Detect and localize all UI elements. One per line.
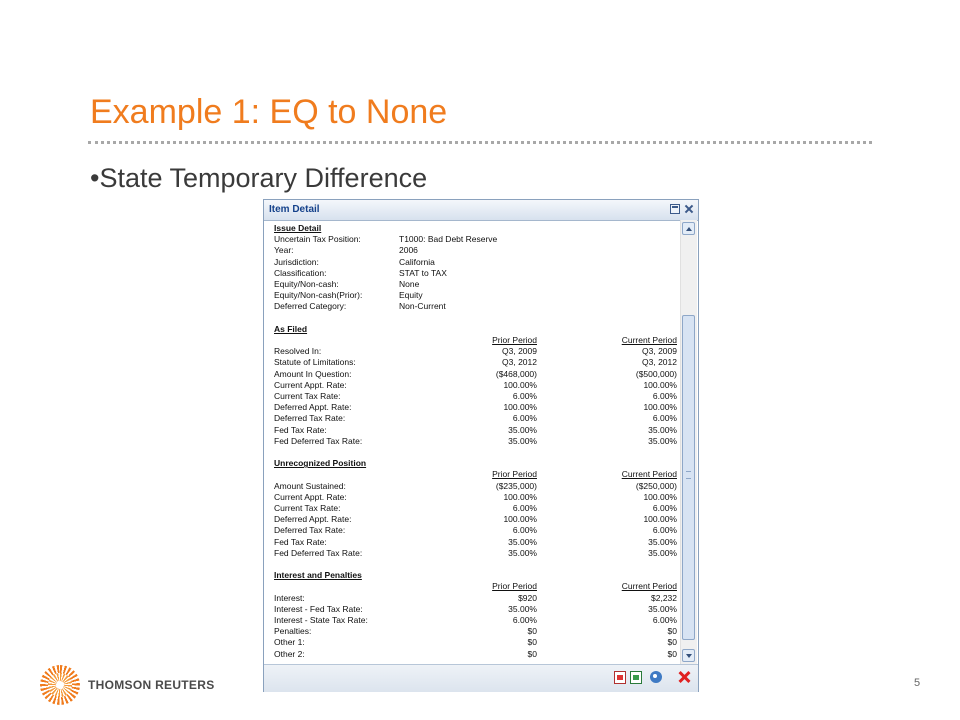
detail-label: Deferred Tax Rate: bbox=[274, 525, 346, 536]
prior-value: 100.00% bbox=[503, 379, 537, 390]
current-value: 35.00% bbox=[648, 547, 677, 558]
current-value: 35.00% bbox=[648, 536, 677, 547]
detail-value: Equity bbox=[399, 290, 423, 301]
detail-label: Resolved In: bbox=[274, 346, 322, 357]
section-heading: As Filed bbox=[274, 323, 308, 334]
detail-label: Interest: bbox=[274, 592, 305, 603]
scroll-down-icon[interactable] bbox=[682, 649, 695, 662]
prior-value: $0 bbox=[527, 637, 537, 648]
section-heading: Unrecognized Position bbox=[274, 458, 367, 469]
current-value: $0 bbox=[667, 637, 677, 648]
dialog-toolbar bbox=[264, 664, 698, 692]
detail-label: Equity/Non-cash: bbox=[274, 279, 339, 289]
detail-label: Amount In Question: bbox=[274, 368, 352, 379]
detail-label: Current Appt. Rate: bbox=[274, 491, 347, 502]
prior-value: $0 bbox=[527, 626, 537, 637]
detail-label: Fed Tax Rate: bbox=[274, 536, 327, 547]
detail-label: Jurisdiction: bbox=[274, 256, 319, 267]
scroll-thumb[interactable] bbox=[682, 315, 695, 640]
column-header-prior: Prior Period bbox=[492, 469, 537, 480]
detail-label: Fed Tax Rate: bbox=[274, 424, 327, 435]
prior-value: 35.00% bbox=[508, 536, 537, 547]
refresh-icon[interactable] bbox=[650, 671, 662, 683]
dialog-titlebar[interactable] bbox=[264, 200, 698, 221]
item-detail-dialog bbox=[263, 199, 699, 692]
page-number: 5 bbox=[914, 677, 921, 689]
current-value: 100.00% bbox=[643, 379, 677, 390]
section-heading: Issue Detail bbox=[274, 223, 322, 233]
title-divider bbox=[88, 141, 872, 144]
detail-label: Classification: bbox=[274, 267, 327, 278]
prior-value: Q3, 2012 bbox=[502, 357, 537, 368]
current-value: 100.00% bbox=[643, 491, 677, 502]
detail-value: None bbox=[399, 279, 420, 289]
current-value: ($250,000) bbox=[635, 480, 677, 491]
prior-value: $920 bbox=[518, 592, 537, 603]
current-value: Q3, 2009 bbox=[642, 346, 677, 357]
current-value: 35.00% bbox=[648, 424, 677, 435]
prior-value: ($235,000) bbox=[495, 480, 537, 491]
detail-value: STAT to TAX bbox=[399, 267, 447, 278]
current-value: $0 bbox=[667, 648, 677, 659]
prior-value: Q3, 2009 bbox=[502, 346, 537, 357]
detail-label: Other 1: bbox=[274, 637, 305, 648]
column-header-current: Current Period bbox=[621, 469, 677, 480]
detail-label: Interest - Fed Tax Rate: bbox=[274, 603, 363, 614]
current-value: $0 bbox=[667, 626, 677, 637]
current-value: 6.00% bbox=[652, 503, 677, 513]
detail-label: Statute of Limitations: bbox=[274, 357, 356, 368]
maximize-icon[interactable] bbox=[670, 204, 680, 214]
detail-label: Current Tax Rate: bbox=[274, 503, 341, 513]
detail-label: Uncertain Tax Position: bbox=[274, 234, 361, 245]
detail-content bbox=[265, 221, 681, 663]
prior-value: 100.00% bbox=[503, 491, 537, 502]
detail-label: Other 2: bbox=[274, 648, 305, 659]
prior-value: 6.00% bbox=[512, 391, 537, 401]
detail-label: Fed Deferred Tax Rate: bbox=[274, 547, 363, 558]
column-header-prior: Prior Period bbox=[492, 335, 537, 345]
prior-value: 6.00% bbox=[512, 413, 537, 424]
prior-value: 100.00% bbox=[503, 402, 537, 413]
prior-value: ($468,000) bbox=[495, 368, 537, 379]
scrollbar[interactable] bbox=[680, 220, 697, 664]
detail-label: Deferred Appt. Rate: bbox=[274, 402, 352, 413]
current-value: 6.00% bbox=[652, 525, 677, 536]
current-value: 100.00% bbox=[643, 514, 677, 525]
detail-value: Non-Current bbox=[399, 301, 446, 312]
scroll-up-icon[interactable] bbox=[682, 222, 695, 235]
detail-label: Year: bbox=[274, 245, 294, 256]
detail-label: Fed Deferred Tax Rate: bbox=[274, 435, 363, 446]
detail-value: California bbox=[399, 256, 435, 267]
detail-label: Deferred Appt. Rate: bbox=[274, 514, 352, 525]
prior-value: 35.00% bbox=[508, 435, 537, 446]
current-value: Q3, 2012 bbox=[642, 357, 677, 368]
current-value: 35.00% bbox=[648, 435, 677, 446]
current-value: 6.00% bbox=[652, 615, 677, 625]
brand-name: THOMSON REUTERS bbox=[88, 678, 215, 692]
thomson-reuters-logo-icon bbox=[40, 665, 80, 705]
slide-title: Example 1: EQ to None bbox=[90, 93, 448, 131]
prior-value: 6.00% bbox=[512, 503, 537, 513]
current-value: 6.00% bbox=[652, 391, 677, 401]
column-header-current: Current Period bbox=[621, 581, 677, 592]
section-heading: Interest and Penalties bbox=[274, 570, 362, 581]
prior-value: 6.00% bbox=[512, 615, 537, 625]
current-value: 100.00% bbox=[643, 402, 677, 413]
current-value: 35.00% bbox=[648, 603, 677, 614]
prior-value: 100.00% bbox=[503, 514, 537, 525]
current-value: 6.00% bbox=[652, 413, 677, 424]
prior-value: 35.00% bbox=[508, 603, 537, 614]
prior-value: 35.00% bbox=[508, 424, 537, 435]
current-value: ($500,000) bbox=[635, 368, 677, 379]
detail-label: Penalties: bbox=[274, 626, 312, 637]
prior-value: 6.00% bbox=[512, 525, 537, 536]
dialog-title: Item Detail bbox=[269, 204, 320, 215]
bullet-text: •State Temporary Difference bbox=[90, 163, 428, 193]
grip-icon bbox=[686, 471, 691, 479]
close-icon[interactable] bbox=[684, 204, 694, 214]
detail-label: Current Appt. Rate: bbox=[274, 379, 347, 390]
detail-value: T1000: Bad Debt Reserve bbox=[399, 234, 498, 245]
detail-label: Current Tax Rate: bbox=[274, 391, 341, 401]
excel-export-icon[interactable] bbox=[630, 671, 642, 684]
column-header-prior: Prior Period bbox=[492, 581, 537, 592]
detail-value: 2006 bbox=[399, 245, 418, 256]
detail-label: Interest - State Tax Rate: bbox=[274, 615, 368, 625]
detail-label: Amount Sustained: bbox=[274, 480, 346, 491]
column-header-current: Current Period bbox=[621, 335, 677, 345]
prior-value: $0 bbox=[527, 648, 537, 659]
current-value: $2,232 bbox=[651, 592, 677, 603]
delete-icon[interactable] bbox=[678, 671, 690, 683]
prior-value: 35.00% bbox=[508, 547, 537, 558]
pdf-export-icon[interactable] bbox=[614, 671, 626, 684]
detail-label: Deferred Tax Rate: bbox=[274, 413, 346, 424]
detail-label: Equity/Non-cash(Prior): bbox=[274, 290, 363, 301]
detail-label: Deferred Category: bbox=[274, 301, 347, 312]
